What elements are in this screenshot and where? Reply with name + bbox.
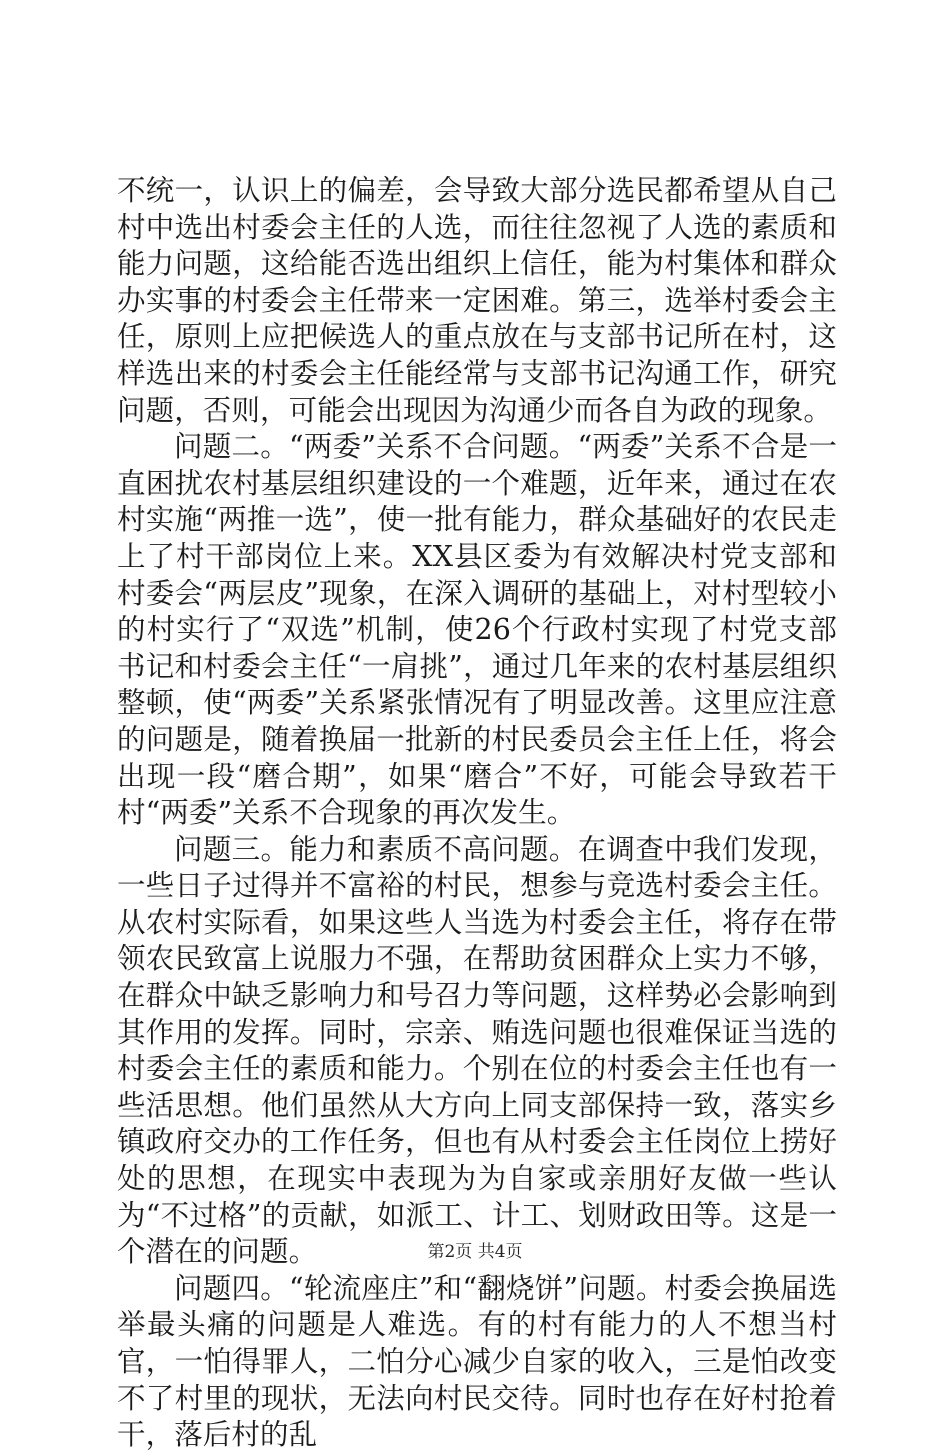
paragraph-issue-three: 问题三。能力和素质不高问题。在调查中我们发现，一些日子过得并不富裕的村民，想参与竞选村委会主任。从农村实际看，如果这些人当选为村委会主任，将存在带领农民致富上说服力不强，在帮助贫困群众上实力不够，在群众中缺乏影响力和号召力等问题，这样势必会影响到其作用的发挥。同时，宗亲、贿选问题也很难保证当选的村委会主任的素质和能力。个别在位的村委会主任也有一些活思想。他们虽然从大方向上同支部保持一致，落实乡镇政府交办的工作任务，但也有从村委会主任岗位上捞好处的思想，在现实中表现为为自家或亲朋好友做一些认为“不过格”的贡献，如派工、计工、划财政田等。这是一个潜在的问题。 bbox=[117, 832, 837, 1269]
paragraph-issue-two: 问题二。“两委”关系不合问题。“两委”关系不合是一直困扰农村基层组织建设的一个难题，近年来，通过在农村实施“两推一选”，使一批有能力，群众基础好的农民走上了村干部岗位上来。XX县区委为有效解决村党支部和村委会“两层皮”现象，在深入调研的基础上，对村型较小的村实行了“双选”机制，使26个行政村实现了村党支部书记和村委会主任“一肩挑”，通过几年来的农村基层组织整顿，使“两委”关系紧张情况有了明显改善。这里应注意的问题是，随着换届一批新的村民委员会主任上任，将会出现一段“磨合期”，如果“磨合”不好，可能会导致若干村“两委”关系不合现象的再次发生。 bbox=[117, 430, 837, 830]
paragraph-continuation: 不统一，认识上的偏差，会导致大部分选民都希望从自己村中选出村委会主任的人选，而往往忽视了人选的素质和能力问题，这给能否选出组织上信任，能为村集体和群众办实事的村委会主任带来一定困难。第三，选举村委会主任，原则上应把候选人的重点放在与支部书记所在村，这样选出来的村委会主任能经常与支部书记沟通工作，研究问题，否则，可能会出现因为沟通少而各自为政的现象。 bbox=[117, 174, 837, 427]
paragraph-issue-four: 问题四。“轮流座庄”和“翻烧饼”问题。村委会换届选举最头痛的问题是人难选。有的村有能力的人不想当村官，一怕得罪人，二怕分心减少自家的收入，三是怕改变不了村里的现状，无法向村民交待。同时也存在好村抢着干，落后村的乱 bbox=[117, 1271, 837, 1452]
page-number-footer: 第2页 共4页 bbox=[427, 1242, 523, 1262]
